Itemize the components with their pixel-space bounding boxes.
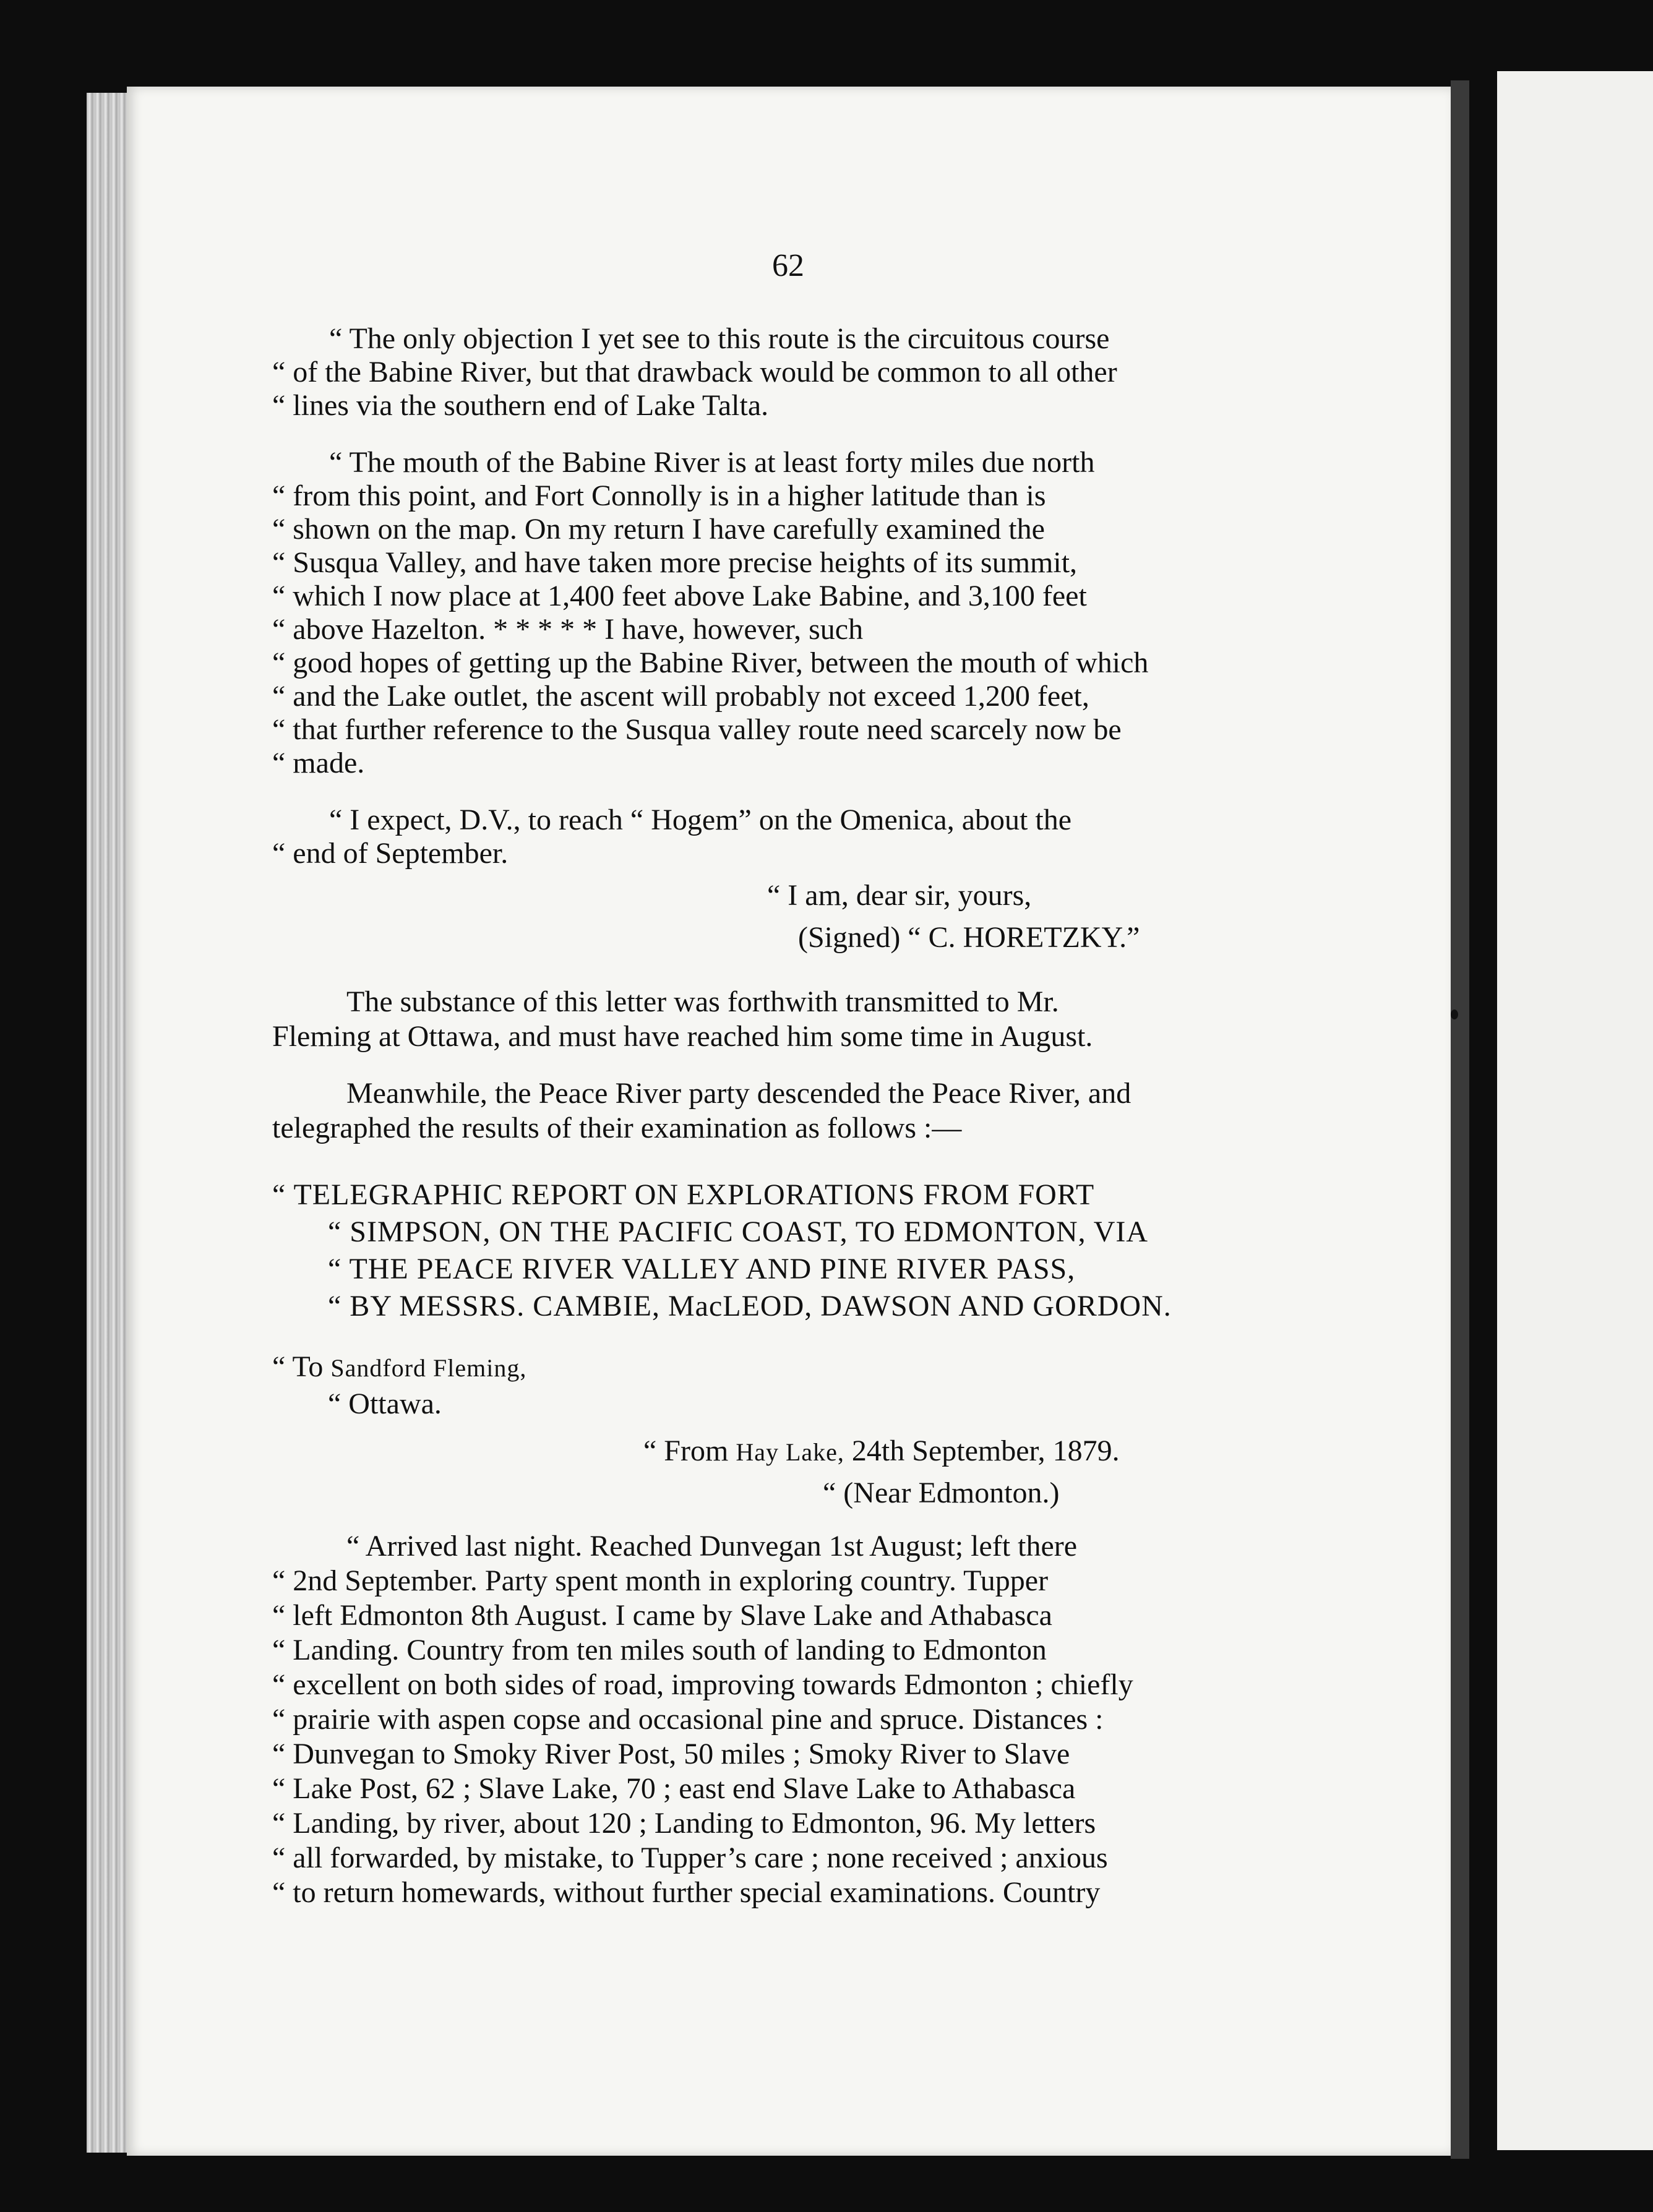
letter-line: “ end of September. [272, 837, 509, 870]
narrative-line: Fleming at Ottawa, and must have reached him some time in August. [272, 1020, 1093, 1053]
narrative-line: telegraphed the results of their examination as follows :— [272, 1112, 962, 1144]
gutter-shadow [1451, 80, 1469, 2159]
letter-line: “ lines via the southern end of Lake Talta. [272, 389, 769, 422]
address-city: “ Ottawa. [328, 1387, 442, 1420]
telegram-line: “ Landing. Country from ten miles south of landing to Edmonton [272, 1634, 1047, 1666]
letter-line: “ from this point, and Fort Connolly is in a higher latitude than is [272, 479, 1046, 512]
letter-line: “ which I now place at 1,400 feet above Lake Babine, and 3,100 feet [272, 580, 1087, 612]
page-number: 62 [772, 248, 804, 283]
letter-line: “ The only objection I yet see to this route is the circuitous course [329, 322, 1110, 355]
letter-line: “ Susqua Valley, and have taken more precise heights of its summit, [272, 546, 1078, 579]
report-heading-line: “ TELEGRAPHIC REPORT ON EXPLORATIONS FROM FORT [272, 1178, 1095, 1211]
letter-line: “ above Hazelton. * * * * * I have, however, such [272, 613, 864, 646]
letter-line: “ I expect, D.V., to reach “ Hogem” on the Omenica, about the [329, 804, 1071, 836]
dateline-note: “ (Near Edmonton.) [823, 1477, 1060, 1509]
report-heading-line: “ SIMPSON, ON THE PACIFIC COAST, TO EDMONTON, VIA [328, 1215, 1149, 1248]
telegram-line: “ to return homewards, without further special examinations. Country [272, 1876, 1101, 1909]
adjacent-page [1497, 71, 1653, 2150]
telegram-line: “ excellent on both sides of road, improving towards Edmonton ; chiefly [272, 1668, 1133, 1701]
telegram-line: “ Landing, by river, about 120 ; Landing to Edmonton, 96. My letters [272, 1807, 1096, 1840]
letter-line: “ of the Babine River, but that drawback would be common to all other [272, 356, 1117, 388]
report-heading-line: “ THE PEACE RIVER VALLEY AND PINE RIVER PASS, [328, 1253, 1076, 1285]
letter-line: “ that further reference to the Susqua valley route need scarcely now be [272, 713, 1122, 746]
dateline: “ From Hay Lake, 24th September, 1879. [643, 1434, 1120, 1467]
telegram-line: “ all forwarded, by mistake, to Tupper’s care ; none received ; anxious [272, 1841, 1108, 1874]
report-heading-line: “ BY MESSRS. CAMBIE, MacLEOD, DAWSON AND GORDON. [328, 1290, 1172, 1322]
margin-mark [1451, 1010, 1458, 1019]
telegram-line: “ left Edmonton 8th August. I came by Slave Lake and Athabasca [272, 1599, 1052, 1632]
addressee: “ To Sandford Fleming, [272, 1350, 527, 1383]
letter-line: “ good hopes of getting up the Babine River, between the mouth of which [272, 646, 1149, 679]
telegram-line: “ Arrived last night. Reached Dunvegan 1st August; left there [346, 1530, 1078, 1563]
narrative-line: The substance of this letter was forthwith transmitted to Mr. [346, 985, 1059, 1018]
telegram-line: “ prairie with aspen copse and occasional pine and spruce. Distances : [272, 1703, 1104, 1736]
letter-line: “ and the Lake outlet, the ascent will probably not exceed 1,200 feet, [272, 680, 1089, 713]
letter-line: “ The mouth of the Babine River is at least forty miles due north [329, 446, 1095, 479]
letter-line: “ shown on the map. On my return I have carefully examined the [272, 513, 1045, 546]
telegram-line: “ Lake Post, 62 ; Slave Lake, 70 ; east end Slave Lake to Athabasca [272, 1772, 1076, 1805]
narrative-line: Meanwhile, the Peace River party descended the Peace River, and [346, 1077, 1131, 1110]
telegram-line: “ 2nd September. Party spent month in exploring country. Tupper [272, 1564, 1049, 1597]
letter-signature: (Signed) “ C. HORETZKY.” [798, 921, 1140, 954]
letter-closing: “ I am, dear sir, yours, [767, 879, 1032, 912]
telegram-line: “ Dunvegan to Smoky River Post, 50 miles ; Smoky River to Slave [272, 1738, 1070, 1770]
letter-line: “ made. [272, 747, 365, 779]
